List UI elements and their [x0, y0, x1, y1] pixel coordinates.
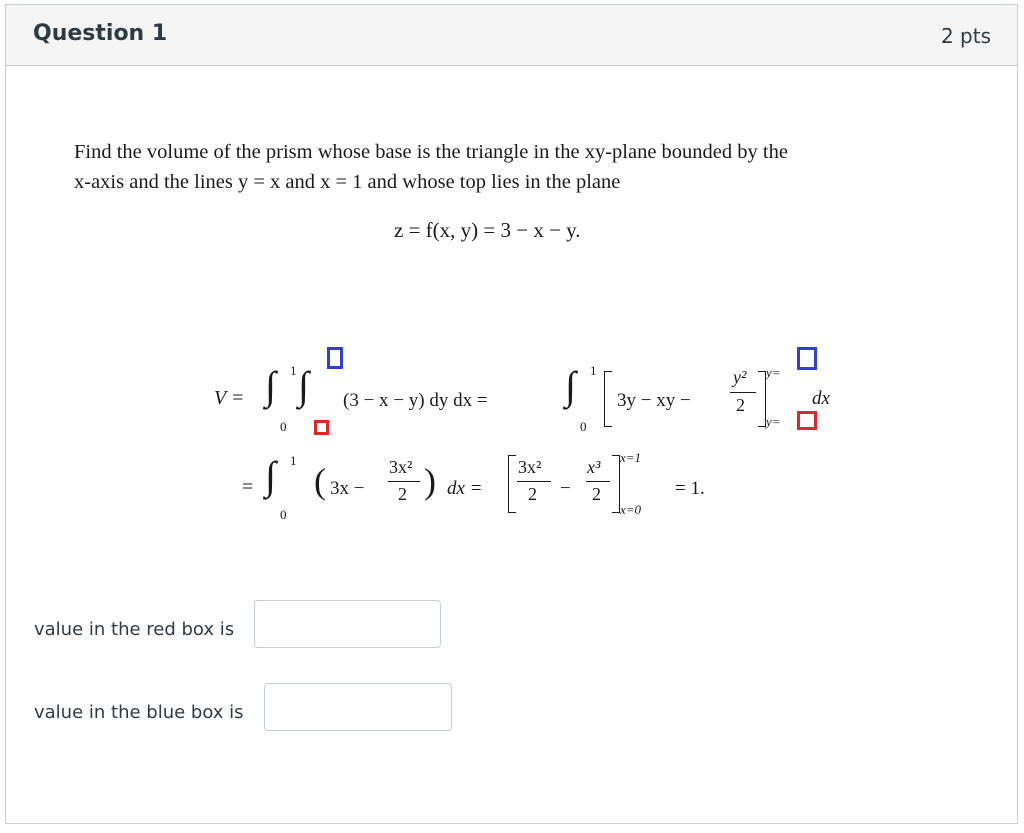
dx-label: dx: [812, 388, 830, 409]
left-bracket-row2: [508, 455, 516, 513]
eval-lower-y: y=: [766, 414, 781, 429]
problem-line-2: x-axis and the lines y = x and x = 1 and whose top lies in the plane: [74, 171, 621, 193]
second-lower-limit: 0: [580, 419, 587, 434]
term-3x: 3x −: [330, 478, 365, 499]
frac-line-y2: [730, 392, 756, 393]
frac-den-2: 2: [736, 395, 745, 415]
frac-num-3x2: 3x²: [389, 457, 413, 477]
bracket-den-2: 2: [592, 484, 601, 504]
red-box-eval-lower: [797, 411, 817, 430]
frac-den-row2: 2: [398, 484, 407, 504]
blue-box-upper-limit: [327, 347, 343, 369]
dx-equals: dx =: [447, 478, 483, 499]
eval-upper-x: x=1: [620, 450, 642, 465]
right-bracket: [758, 371, 766, 427]
right-bracket-row2: [612, 455, 620, 513]
eval-upper-y: y=: [766, 365, 781, 380]
bracket-frac-line-2: [586, 481, 610, 482]
integral-second: ∫: [565, 363, 576, 408]
problem-line-1: Find the volume of the prism whose base is the triangle in the xy-plane bounded by the: [74, 141, 788, 163]
paren-close: ): [424, 461, 436, 501]
question-card: [5, 4, 1018, 824]
row2-lower-limit: 0: [280, 507, 287, 522]
blue-box-eval-upper: [797, 347, 817, 370]
eval-lower-x: x=0: [620, 502, 642, 517]
lhs-v: V =: [214, 387, 245, 409]
outer-upper-limit: 1: [290, 363, 297, 378]
red-box-answer-input[interactable]: [254, 600, 441, 648]
blue-box-label: value in the blue box is: [34, 702, 244, 723]
frac-num-y2: y²: [733, 367, 747, 387]
question-points: 2 pts: [940, 24, 991, 48]
integral-row2: ∫: [265, 453, 276, 498]
blue-box-answer-input[interactable]: [264, 683, 452, 731]
question-title: Question 1: [33, 21, 168, 46]
paren-open: (: [314, 461, 326, 501]
bracket-frac-line-1: [517, 481, 551, 482]
red-box-lower-limit: [314, 420, 329, 435]
integral-outer: ∫: [265, 363, 276, 408]
bracket-den-1: 2: [528, 484, 537, 504]
bracket-num-3x2: 3x²: [518, 457, 542, 477]
integral-inner: ∫: [298, 363, 309, 408]
left-bracket: [604, 371, 612, 427]
frac-line-3x2: [388, 481, 420, 482]
outer-lower-limit: 0: [280, 419, 287, 434]
row2-upper-limit: 1: [290, 453, 297, 468]
red-box-label: value in the red box is: [34, 619, 235, 640]
row2-equals: =: [242, 476, 254, 498]
problem-equation: z = f(x, y) = 3 − x − y.: [394, 218, 581, 242]
second-upper-limit: 1: [590, 363, 597, 378]
bracket-num-x3: x³: [587, 457, 601, 477]
result: = 1.: [675, 478, 705, 499]
bracket-terms: 3y − xy −: [617, 390, 691, 411]
question-header: [6, 5, 1017, 66]
bracket-minus: −: [560, 478, 571, 499]
integrand: (3 − x − y) dy dx =: [343, 390, 488, 411]
